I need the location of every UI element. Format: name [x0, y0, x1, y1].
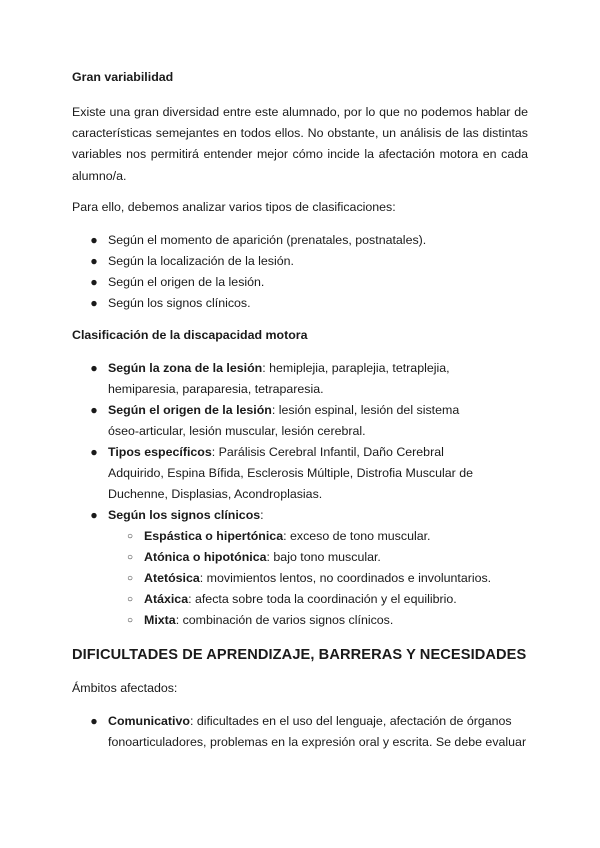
bullet-icon: ●: [90, 361, 98, 375]
list-item: ● Según los signos clínicos:: [72, 505, 522, 526]
list-item: ● Según los signos clínicos.: [72, 293, 528, 314]
bullet-icon: ●: [90, 714, 98, 728]
heading-gran-variabilidad: Gran variabilidad: [72, 70, 174, 84]
sublist-item: ○ Mixta: combinación de varios signos clínicos.: [72, 610, 522, 631]
hollow-bullet-icon: ○: [126, 573, 134, 584]
sublist-item: ○ Espástica o hipertónica: exceso de tono muscular.: [72, 526, 522, 547]
hollow-bullet-icon: ○: [126, 594, 134, 605]
bullet-icon: ●: [90, 403, 98, 417]
list-item: ● Comunicativo: dificultades en el uso del lenguaje, afectación de órganos fonoarticuladores, problemas en la expresión oral y escrita. Se debe evaluar: [72, 711, 528, 753]
paragraph-ambitos: Ámbitos afectados:: [72, 681, 178, 695]
list-item: ● Según el momento de aparición (prenatales, postnatales).: [72, 230, 528, 251]
bullet-icon: ●: [90, 296, 98, 310]
sublist-item: ○ Atetósica: movimientos lentos, no coordinados e involuntarios.: [72, 568, 522, 589]
list-item: ● Según la localización de la lesión.: [72, 251, 528, 272]
bullet-icon: ●: [90, 445, 98, 459]
heading-dificultades: DIFICULTADES DE APRENDIZAJE, BARRERAS Y NECESIDADES: [72, 647, 527, 663]
bullet-icon: ●: [90, 275, 98, 289]
list-item: ● Según la zona de la lesión: hemiplejia, paraplejia, tetraplejia, hemiparesia, paraparesia, tetraparesia.: [72, 358, 522, 400]
list-ambitos: [72, 711, 528, 753]
hollow-bullet-icon: ○: [126, 531, 134, 542]
list-item: ● Según el origen de la lesión: lesión espinal, lesión del sistema óseo-articular, lesión muscular, lesión cerebral.: [72, 400, 522, 442]
hollow-bullet-icon: ○: [126, 552, 134, 563]
heading-clasificacion: Clasificación de la discapacidad motora: [72, 328, 308, 342]
list-clasificaciones: [72, 230, 528, 314]
bullet-icon: ●: [90, 508, 98, 522]
list-item: ● Según el origen de la lesión.: [72, 272, 528, 293]
bullet-icon: ●: [90, 233, 98, 247]
sublist-item: ○ Atónica o hipotónica: bajo tono muscular.: [72, 547, 522, 568]
hollow-bullet-icon: ○: [126, 615, 134, 626]
bullet-icon: ●: [90, 254, 98, 268]
list-clasificacion-discapacidad: [72, 358, 522, 631]
list-item: ● Tipos específicos: Parálisis Cerebral Infantil, Daño Cerebral Adquirido, Espina Bífida, Esclerosis Múltiple, Distrofia Muscular de Duchenne, Displasias, Acondroplasias.: [72, 442, 522, 505]
paragraph-para-ello: Para ello, debemos analizar varios tipos de clasificaciones:: [72, 200, 396, 214]
paragraph-diversidad: Existe una gran diversidad entre este alumnado, por lo que no podemos hablar de características semejantes en todos ellos. No obstante, un análisis de las distintas variables nos permitirá entender mejor cómo incide la afectación motora en cada alumno/a.: [72, 105, 528, 183]
sublist-item: ○ Atáxica: afecta sobre toda la coordinación y el equilibrio.: [72, 589, 522, 610]
